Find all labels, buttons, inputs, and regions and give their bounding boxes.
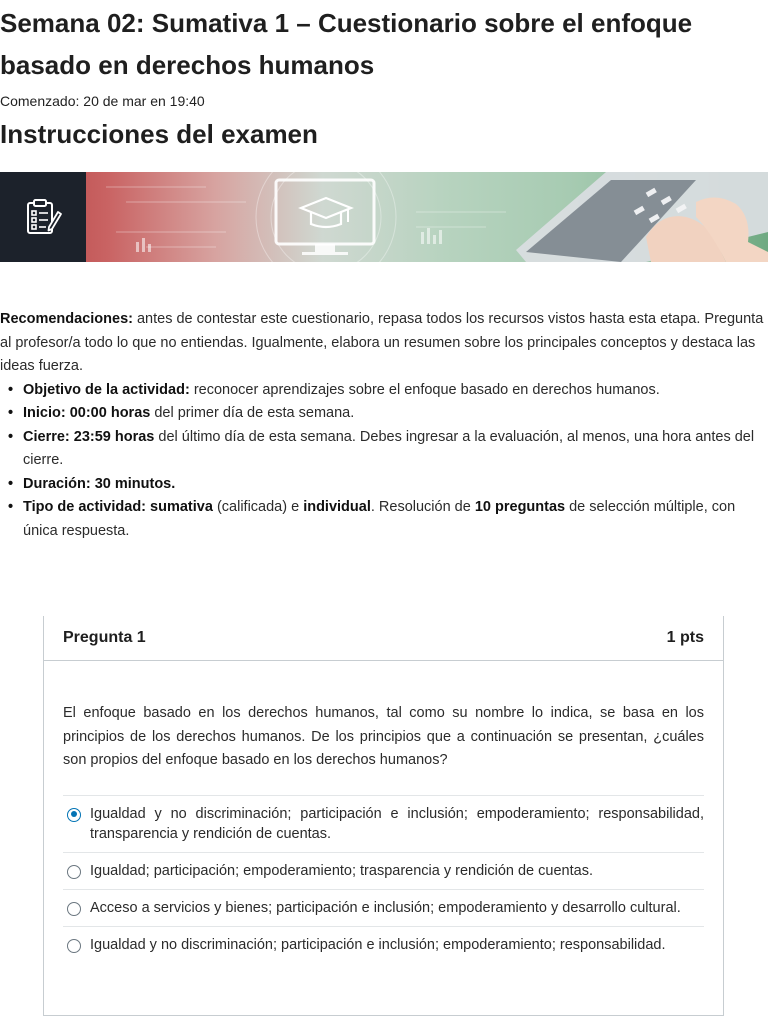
list-item xyxy=(0,496,768,543)
answer-option-3[interactable] xyxy=(63,889,704,926)
question-text: El enfoque basado en los derechos humanos, tal como su nombre lo indica, se basa en los principios de los derechos humanos. De los principios que a continuación se presentan, ¿cuáles son propios del enfoque basado en los derechos humanos? xyxy=(63,705,704,768)
banner-illustration xyxy=(86,172,768,262)
banner-icon-panel xyxy=(0,172,86,262)
question-card xyxy=(43,616,724,1016)
answer-label: Igualdad y no discriminación; participación e inclusión; empoderamiento; responsabilidad. xyxy=(90,936,666,953)
started-info xyxy=(0,92,205,110)
exam-checklist-icon xyxy=(22,196,64,238)
laptop-hands-illustration xyxy=(516,172,768,262)
radio-button[interactable] xyxy=(67,865,81,879)
type-label: Tipo de actividad: xyxy=(23,499,147,515)
type-kind-note: (calificada) e xyxy=(212,499,304,515)
answer-option-2[interactable] xyxy=(63,852,704,889)
recommendations-label: Recomendaciones: xyxy=(0,311,133,327)
answer-label: Acceso a servicios y bienes; participación e inclusión; empoderamiento y desarrollo cultural. xyxy=(90,899,681,916)
item-bold: Objetivo de la actividad: xyxy=(23,381,190,398)
instructions-title: Instrucciones del examen xyxy=(0,119,318,149)
radio-button[interactable] xyxy=(67,902,81,916)
answer-label: Igualdad; participación; empoderamiento; trasparencia y rendición de cuentas. xyxy=(90,862,593,879)
radio-button[interactable] xyxy=(67,939,81,953)
instructions-content xyxy=(0,308,768,543)
monitor-graduation-icon xyxy=(276,180,374,255)
started-value: 20 de mar en 19:40 xyxy=(83,93,205,109)
item-text: del último día de esta semana. Debes ingresar a la evaluación, al menos, una hora antes del cierre. xyxy=(23,428,755,468)
page-title: Semana 02: Sumativa 1 – Cuestionario sobre el enfoque basado en derechos humanos xyxy=(0,8,693,80)
question-header xyxy=(44,616,723,661)
type-mode: individual xyxy=(303,499,371,515)
item-bold: Duración: 30 minutos. xyxy=(23,475,176,492)
list-item xyxy=(0,402,768,426)
list-item xyxy=(0,473,768,497)
type-text-end: de selección múltiple, con única respuesta. xyxy=(23,499,736,539)
answer-list xyxy=(63,795,704,963)
recommendations-text: antes de contestar este cuestionario, repasa todos los recursos vistos hasta esta etapa. Pregunta al profesor/a todo lo que no entiendas. Igualmente, elabora un resumen sobre los principales conceptos y destaca las ideas fuerza. xyxy=(0,311,764,374)
recommendations-paragraph xyxy=(0,308,768,379)
type-count: 10 preguntas xyxy=(474,499,566,515)
item-bold: Inicio: 00:00 horas xyxy=(23,405,151,421)
exam-banner xyxy=(0,172,768,262)
item-text: del primer día de esta semana. xyxy=(150,405,355,421)
item-bold: Cierre: 23:59 horas xyxy=(23,428,155,445)
radio-button[interactable] xyxy=(67,808,81,822)
item-text: reconocer aprendizajes sobre el enfoque basado en derechos humanos. xyxy=(189,381,660,398)
question-points: 1 pts xyxy=(666,629,704,646)
instructions-list xyxy=(0,379,768,544)
type-text: . Resolución de xyxy=(370,499,475,515)
list-item xyxy=(0,379,768,403)
started-label: Comenzado: xyxy=(0,93,80,109)
type-kind: sumativa xyxy=(150,499,213,515)
list-item xyxy=(0,426,768,473)
question-title: Pregunta 1 xyxy=(63,629,146,646)
answer-option-4[interactable] xyxy=(63,926,704,963)
answer-option-1[interactable] xyxy=(63,795,704,852)
answer-label: Igualdad y no discriminación; participación e inclusión; empoderamiento; responsabilidad, transparencia y rendición de cuentas. xyxy=(90,805,704,842)
